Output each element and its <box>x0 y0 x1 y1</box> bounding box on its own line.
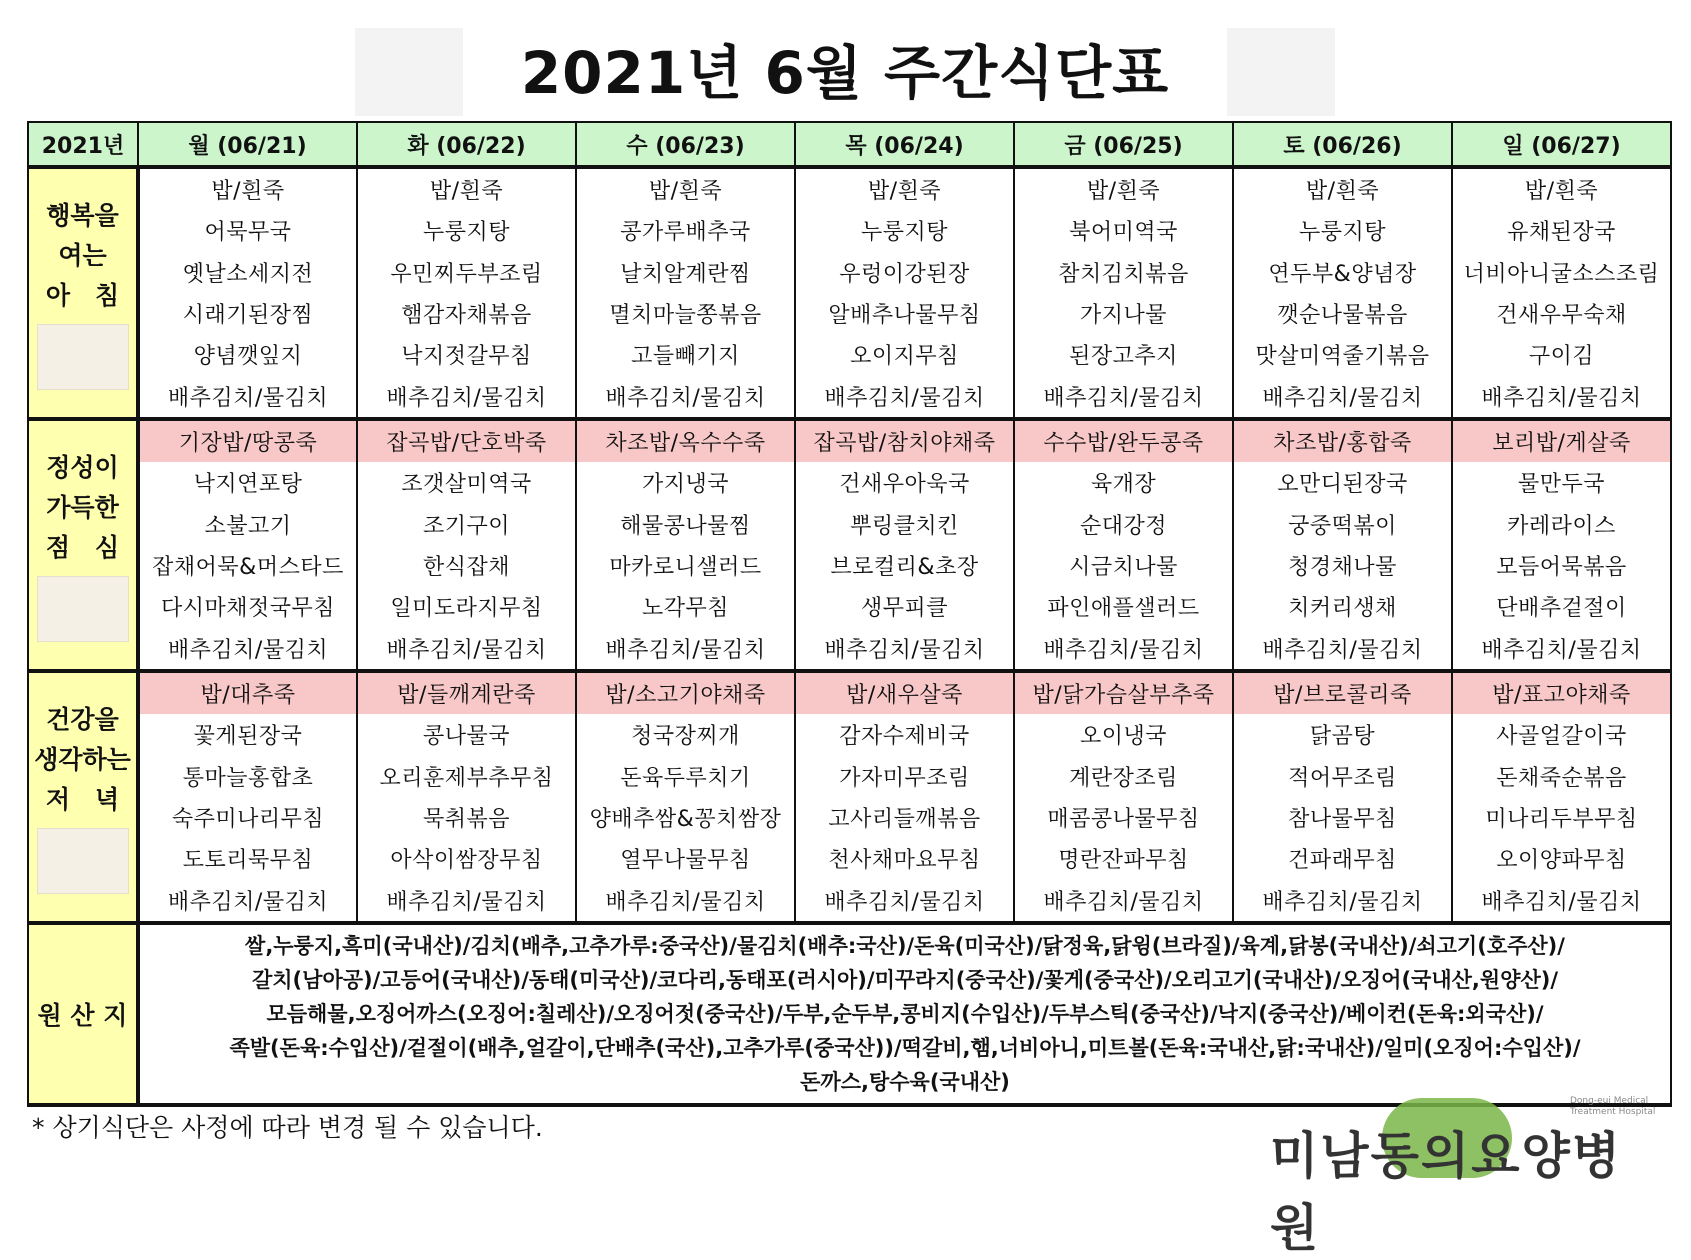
menu-item: 우민찌두부조림 <box>390 261 543 287</box>
menu-item: 밥/흰죽 <box>867 179 942 205</box>
menu-item: 조기구이 <box>422 513 510 539</box>
menu-item: 배추김치/물김치 <box>1043 637 1204 663</box>
menu-item: 오이냉국 <box>1079 724 1167 750</box>
menu-item: 유채된장국 <box>1507 220 1616 246</box>
rice-porridge-item: 밥/새우살죽 <box>796 673 1013 714</box>
menu-cell <box>1233 419 1452 671</box>
origin-label: 원 산 지 <box>28 923 138 1105</box>
menu-item: 북어미역국 <box>1069 220 1178 246</box>
menu-item: 소불고기 <box>204 513 292 539</box>
origin-line: 돈까스,탕수육(국내산) <box>800 1070 1010 1094</box>
origin-line: 쌀,누룽지,흑미(국내산)/김치(배추,고추가루:중국산)/물김치(배추:국산)/돈육(미국산)/닭정육,닭윙(브라질)/육계,닭봉(국내산)/쇠고기(호주산)/ <box>245 934 1565 958</box>
lunch-character-image <box>37 576 129 642</box>
menu-item: 배추김치/물김치 <box>605 385 766 411</box>
rice-porridge-item: 잡곡밥/단호박죽 <box>358 421 575 462</box>
menu-cell <box>795 167 1014 419</box>
rice-porridge-item: 밥/대추죽 <box>140 673 356 714</box>
menu-item: 너비아니굴소스조림 <box>1463 261 1660 287</box>
menu-item: 오리훈제부추무침 <box>379 765 554 791</box>
meal-label-0 <box>28 167 138 419</box>
menu-item: 통마늘홍합초 <box>182 765 314 791</box>
menu-item: 콩가루배추국 <box>620 220 751 246</box>
title-area <box>355 28 1335 118</box>
menu-item: 배추김치/물김치 <box>1262 889 1423 915</box>
rice-porridge-item: 기장밥/땅콩죽 <box>140 421 356 462</box>
menu-cell <box>357 671 576 923</box>
menu-cell <box>1452 419 1671 671</box>
menu-item: 배추김치/물김치 <box>1262 637 1423 663</box>
menu-item: 배추김치/물김치 <box>1481 637 1642 663</box>
menu-item: 양배추쌈&꽁치쌈장 <box>589 807 782 833</box>
menu-cell <box>138 167 357 419</box>
rice-porridge-item: 밥/표고야채죽 <box>1453 673 1670 714</box>
menu-cell <box>576 419 795 671</box>
menu-item: 돈육두루치기 <box>620 765 751 791</box>
menu-item: 한식잡채 <box>422 555 510 581</box>
menu-cell <box>576 671 795 923</box>
menu-item: 밥/흰죽 <box>648 179 723 205</box>
menu-item: 적어무조림 <box>1288 765 1397 791</box>
menu-item: 고사리들깨볶음 <box>828 807 981 833</box>
menu-item: 돈채죽순볶음 <box>1496 765 1627 791</box>
menu-item: 해물콩나물찜 <box>620 513 751 539</box>
menu-item: 카레라이스 <box>1507 513 1616 539</box>
menu-item: 배추김치/물김치 <box>1481 385 1642 411</box>
menu-item: 밥/흰죽 <box>211 179 285 205</box>
rice-porridge-item: 수수밥/완두콩죽 <box>1015 421 1232 462</box>
header-row <box>28 122 1671 167</box>
logo-subtext: Dong-eui Medical Treatment Hospital <box>1570 1096 1656 1117</box>
menu-item: 시금치나물 <box>1069 555 1178 581</box>
menu-item: 건새우무숙채 <box>1496 303 1627 329</box>
header-day-0: 월 (06/21) <box>138 122 357 167</box>
menu-item: 날치알계란찜 <box>620 261 751 287</box>
menu-cell <box>1452 167 1671 419</box>
meal-label-text: 행복을 여는 아 침 <box>45 201 120 310</box>
menu-item: 매콤콩나물무침 <box>1047 807 1200 833</box>
menu-item: 배추김치/물김치 <box>167 637 329 663</box>
meal-label-text: 정성이 가득한 점 심 <box>45 453 120 562</box>
menu-item: 콩나물국 <box>422 724 510 750</box>
menu-item: 누룽지탕 <box>860 220 948 246</box>
hospital-logo <box>1270 1094 1670 1257</box>
menu-cell <box>1014 671 1233 923</box>
menu-item: 육개장 <box>1090 472 1157 498</box>
menu-item: 배추김치/물김치 <box>605 889 766 915</box>
menu-item: 누룽지탕 <box>1298 220 1386 246</box>
menu-item: 배추김치/물김치 <box>386 637 547 663</box>
menu-item: 배추김치/물김치 <box>605 637 766 663</box>
menu-item: 참나물무침 <box>1288 807 1397 833</box>
menu-item: 햄감자채볶음 <box>401 303 532 329</box>
logo-text: 미남동의요양병원 <box>1270 1127 1623 1257</box>
rice-porridge-item: 잡곡밥/참치야채죽 <box>796 421 1013 462</box>
origin-row <box>28 923 1671 1105</box>
menu-cell <box>138 419 357 671</box>
menu-item: 배추김치/물김치 <box>824 385 985 411</box>
menu-item: 배추김치/물김치 <box>824 889 985 915</box>
menu-item: 건파래무침 <box>1288 848 1397 874</box>
rice-porridge-item: 보리밥/게살죽 <box>1453 421 1670 462</box>
rice-porridge-item: 밥/브로콜리죽 <box>1234 673 1451 714</box>
menu-item: 열무나물무침 <box>620 848 751 874</box>
menu-item: 계란장조림 <box>1069 765 1178 791</box>
menu-cell <box>138 671 357 923</box>
dinner-character-image <box>37 828 129 894</box>
menu-cell <box>795 671 1014 923</box>
menu-item: 물만두국 <box>1517 472 1605 498</box>
character-image-right <box>1227 28 1335 116</box>
menu-item: 단배추겉절이 <box>1496 596 1627 622</box>
menu-item: 천사채마요무침 <box>828 848 981 874</box>
menu-item: 사골얼갈이국 <box>1496 724 1627 750</box>
menu-cell <box>1014 419 1233 671</box>
menu-item: 밥/흰죽 <box>1524 179 1599 205</box>
menu-item: 누룽지탕 <box>422 220 510 246</box>
rice-porridge-item: 차조밥/옥수수죽 <box>577 421 794 462</box>
menu-item: 오이양파무침 <box>1496 848 1627 874</box>
menu-item: 조갯살미역국 <box>401 472 532 498</box>
menu-item: 순대강정 <box>1079 513 1167 539</box>
menu-item: 알배추나물무침 <box>828 303 981 329</box>
dinner-row <box>28 671 1671 923</box>
menu-item: 청경채나물 <box>1288 555 1397 581</box>
menu-item: 배추김치/물김치 <box>824 637 985 663</box>
menu-item: 생무피클 <box>860 596 948 622</box>
menu-item: 배추김치/물김치 <box>167 385 329 411</box>
menu-item: 낙지연포탕 <box>193 472 303 498</box>
menu-item: 청국장찌개 <box>631 724 740 750</box>
menu-cell <box>357 419 576 671</box>
menu-item: 참치김치볶음 <box>1058 261 1189 287</box>
menu-item: 건새우아욱국 <box>839 472 970 498</box>
menu-item: 고들빼기지 <box>631 344 740 370</box>
menu-item: 옛날소세지전 <box>182 261 314 287</box>
menu-item: 가지냉국 <box>641 472 729 498</box>
menu-item: 양념깻잎지 <box>193 344 303 370</box>
header-corner: 2021년 <box>28 122 138 167</box>
header-day-4: 금 (06/25) <box>1014 122 1233 167</box>
menu-item: 된장고추지 <box>1069 344 1178 370</box>
menu-item: 밥/흰죽 <box>429 179 504 205</box>
header-day-3: 목 (06/24) <box>795 122 1014 167</box>
menu-item: 명란잔파무침 <box>1058 848 1189 874</box>
menu-item: 다시마채젓국무침 <box>160 596 336 622</box>
menu-cell <box>1233 167 1452 419</box>
breakfast-row <box>28 167 1671 419</box>
menu-item: 치커리생채 <box>1288 596 1397 622</box>
breakfast-character-image <box>37 324 129 390</box>
menu-cell <box>1014 167 1233 419</box>
lunch-row <box>28 419 1671 671</box>
character-image-left <box>355 28 463 116</box>
menu-item: 배추김치/물김치 <box>386 385 547 411</box>
menu-item: 꽃게된장국 <box>193 724 303 750</box>
meal-label-2 <box>28 671 138 923</box>
menu-item: 궁중떡볶이 <box>1288 513 1397 539</box>
menu-item: 오이지무침 <box>850 344 959 370</box>
menu-item: 구이김 <box>1528 344 1595 370</box>
menu-item: 묵취볶음 <box>422 807 510 833</box>
origin-content <box>138 923 1671 1105</box>
menu-item: 낙지젓갈무침 <box>401 344 532 370</box>
menu-item: 뿌링클치킨 <box>850 513 959 539</box>
menu-item: 배추김치/물김치 <box>1043 385 1204 411</box>
header-day-2: 수 (06/23) <box>576 122 795 167</box>
menu-item: 마카로니샐러드 <box>609 555 762 581</box>
menu-item: 배추김치/물김치 <box>1481 889 1642 915</box>
menu-item: 배추김치/물김치 <box>1043 889 1204 915</box>
menu-cell <box>795 419 1014 671</box>
rice-porridge-item: 밥/소고기야채죽 <box>577 673 794 714</box>
meal-label-1 <box>28 419 138 671</box>
menu-item: 어묵무국 <box>204 220 292 246</box>
menu-item: 감자수제비국 <box>839 724 970 750</box>
menu-item: 밥/흰죽 <box>1305 179 1380 205</box>
menu-item: 아삭이쌈장무침 <box>390 848 543 874</box>
menu-item: 시래기된장찜 <box>182 303 314 329</box>
meal-label-text: 건강을 생각하는 저 녁 <box>34 705 131 814</box>
menu-item: 우렁이강된장 <box>839 261 970 287</box>
menu-cell <box>1233 671 1452 923</box>
menu-item: 배추김치/물김치 <box>167 889 329 915</box>
origin-text <box>140 925 1670 1103</box>
menu-item: 가지나물 <box>1079 303 1167 329</box>
menu-cell <box>576 167 795 419</box>
header-day-5: 토 (06/26) <box>1233 122 1452 167</box>
origin-line: 갈치(남아공)/고등어(국내산)/동태(미국산)/코다리,동태포(러시아)/미꾸라지(중국산)/꽃게(중국산)/오리고기(국내산)/오징어(국내산,원양산)/ <box>251 968 1559 992</box>
menu-cell <box>357 167 576 419</box>
menu-item: 미나리두부무침 <box>1485 807 1638 833</box>
rice-porridge-item: 차조밥/홍합죽 <box>1234 421 1451 462</box>
menu-item: 멸치마늘쫑볶음 <box>609 303 762 329</box>
menu-item: 연두부&양념장 <box>1268 261 1417 287</box>
menu-item: 숙주미나리무침 <box>171 807 325 833</box>
change-notice: * 상기식단은 사정에 따라 변경 될 수 있습니다. <box>32 1113 543 1142</box>
origin-line: 족발(돈육:수입산)/겉절이(배추,얼갈이,단배추(국산),고추가루(중국산))/떡갈비,햄,너비아니,미트볼(돈육:국내산,닭:국내산)/일미(오징어:수입산)/ <box>229 1036 1581 1060</box>
menu-item: 모듬어묵볶음 <box>1496 555 1627 581</box>
menu-item: 배추김치/물김치 <box>386 889 547 915</box>
menu-item: 잡채어묵&머스타드 <box>152 555 344 581</box>
header-day-1: 화 (06/22) <box>357 122 576 167</box>
menu-item: 도토리묵무침 <box>182 848 314 874</box>
menu-item: 일미도라지무침 <box>390 596 543 622</box>
menu-item: 밥/흰죽 <box>1086 179 1161 205</box>
header-day-6: 일 (06/27) <box>1452 122 1671 167</box>
menu-item: 노각무침 <box>641 596 729 622</box>
menu-cell <box>1452 671 1671 923</box>
page-title: 2021년 6월 주간식단표 <box>520 39 1170 107</box>
menu-item: 맛살미역줄기볶음 <box>1255 344 1430 370</box>
menu-item: 브로컬리&초장 <box>830 555 979 581</box>
menu-table <box>27 121 1672 1107</box>
menu-item: 배추김치/물김치 <box>1262 385 1423 411</box>
menu-item: 오만디된장국 <box>1277 472 1408 498</box>
rice-porridge-item: 밥/닭가슴살부추죽 <box>1015 673 1232 714</box>
menu-item: 닭곰탕 <box>1309 724 1376 750</box>
menu-item: 깻순나물볶음 <box>1277 303 1408 329</box>
rice-porridge-item: 밥/들깨계란죽 <box>358 673 575 714</box>
menu-item: 파인애플샐러드 <box>1047 596 1200 622</box>
menu-item: 가자미무조림 <box>839 765 970 791</box>
origin-line: 모듬해물,오징어까스(오징어:칠레산)/오징어젓(중국산)/두부,순두부,콩비지(수입산)/두부스틱(중국산)/낙지(중국산)/베이컨(돈육:외국산)/ <box>266 1002 1544 1026</box>
